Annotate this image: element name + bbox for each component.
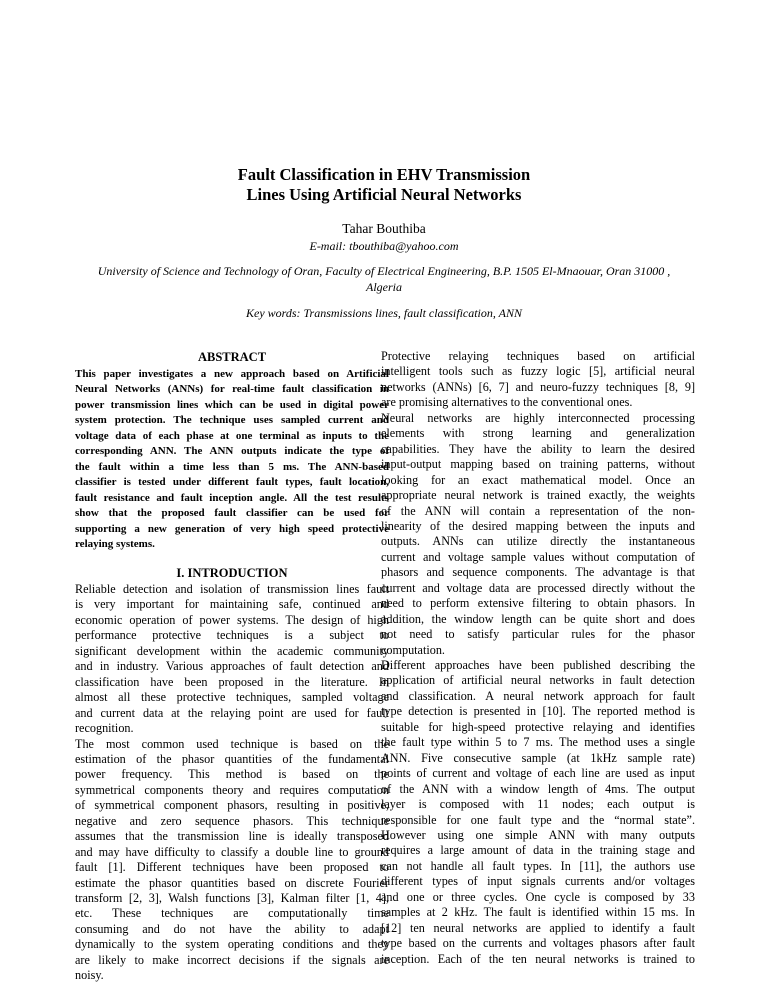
intro-line: power frequency. This method is based on the (75, 767, 389, 782)
body-line: appropriate neural network is trained exactly, the weights (381, 488, 695, 503)
title-line-2: Lines Using Artificial Neural Networks (246, 185, 522, 204)
intro-line: is very important for maintaining safe, continued and (75, 597, 389, 612)
intro-line: significant development within the academic community (75, 643, 389, 658)
intro-line: are likely to make incorrect decisions if the signals are (75, 952, 389, 967)
body-line: addition, the window length can be quite short and does (381, 611, 695, 626)
title-line-1: Fault Classification in EHV Transmission (237, 165, 531, 184)
body-line: current and voltage sample values without computation of (381, 549, 695, 564)
abstract-line: corresponding ANN. The ANN outputs indicate the type of (75, 445, 389, 458)
intro-line: recognition. (75, 721, 134, 736)
author-name: Tahar Bouthiba (342, 221, 426, 236)
intro-line: Reliable detection and isolation of transmission lines fault (75, 582, 389, 596)
body-line: Neural networks are highly interconnected processing (381, 410, 695, 425)
intro-line: and may have difficulty to classify a double line to ground (75, 844, 389, 859)
body-line: the fault type within 5 to 7 ms. The method uses a single (381, 735, 695, 750)
intro-line: economic operation of power systems. The design of high (75, 612, 389, 627)
body-line: not need to satisfy particular rules for the phasor (381, 627, 695, 642)
author-email: E-mail: tbouthiba@yahoo.com (309, 239, 459, 253)
body-line: different types of input signals currents and/or voltages (381, 874, 695, 889)
body-line: outputs. ANNs can utilize directly the instantaneous (381, 534, 695, 549)
body-line: inception. Each of the ten neural networks is trained to (381, 951, 695, 966)
body-line: linearity of the desired mapping between the inputs and (381, 518, 695, 533)
paper-title (0, 165, 768, 205)
intro-line: and in industry. Various approaches of fault detection and (75, 659, 389, 674)
body-line: of the ANN with a window length of 4ms. The output (381, 781, 695, 796)
intro-line: classification have been proposed in the literature. In (75, 674, 389, 689)
intro-line: assumes that the transmission line is ideally transposed (75, 829, 389, 844)
body-line: suitable for high-speed protective relaying and identifies (381, 719, 695, 734)
body-line: of the ANN will contain a representation of the non- (381, 503, 695, 518)
abstract-line: system protection. The technique uses sampled current and (75, 414, 389, 427)
abstract-line: This paper investigates a new approach based on Artificial (75, 368, 389, 380)
intro-line: of symmetrical component phasors, resulting in positive, (75, 798, 389, 813)
introduction-heading: I. INTRODUCTION (176, 566, 288, 580)
abstract-heading: ABSTRACT (197, 350, 267, 364)
intro-line: negative and zero sequence phasors. This technique (75, 813, 389, 828)
abstract-line: voltage data of each phase at one terminal as inputs to the (75, 429, 389, 442)
body-line: input-output mapping based on training patterns, without (381, 457, 695, 472)
intro-line: symmetrical components theory and requires computation (75, 782, 389, 797)
intro-line: noisy. (75, 968, 104, 983)
body-line: can not handle all fault types. In [11], the authors use (381, 858, 695, 873)
body-line: are promising alternatives to the conventional ones. (381, 395, 633, 410)
body-line: [12] ten neural networks are applied to identify a fault (381, 920, 695, 935)
affiliation-line-1: University of Science and Technology of Oran, Faculty of Electrical Engineering, B.P. 1505 El-Mnaouar, Oran 31000 , (97, 264, 671, 278)
abstract-line: relaying systems. (75, 537, 155, 550)
affiliation (0, 263, 768, 295)
body-line: application of artificial neural networks in fault detection (381, 673, 695, 688)
abstract-line: Neural Networks (ANNs) for real-time fault classification in (75, 383, 389, 396)
body-line: responsible for one fault type and the “normal state”. (381, 812, 695, 827)
body-line: points of current and voltage of each line are used as input (381, 766, 695, 781)
body-line: Different approaches have been published describing the (381, 658, 695, 672)
body-line: type based on the currents and voltages phasors after fault (381, 936, 695, 951)
abstract-line: show that the proposed fault classifier can be used for (75, 507, 389, 520)
body-line: looking for an exact mathematical model. Once an (381, 472, 695, 487)
intro-line: The most common used technique is based on the (75, 736, 389, 751)
keywords: Key words: Transmissions lines, fault classification, ANN (245, 306, 523, 320)
body-line: computation. (381, 642, 445, 657)
abstract-line: fault resistance and fault inception angle. All the test results (75, 491, 389, 504)
intro-line: estimation of the phasor quantities of the fundamental (75, 751, 389, 766)
body-line: However using one simple ANN with many outputs (381, 827, 695, 842)
body-line: Protective relaying techniques based on artificial (381, 349, 695, 363)
body-line: and classification. A neural network approach for fault (381, 688, 695, 703)
body-line: current and voltage data are processed directly without the (381, 580, 695, 595)
abstract-line: the fault within a time less than 5 ms. The ANN-based (75, 460, 389, 473)
body-line: and one or three cycles. One cycle is composed by 33 (381, 889, 695, 904)
intro-line: estimate the phasor quantities based on discrete Fourier (75, 875, 389, 890)
body-line: requires a large amount of data in the training stage and (381, 843, 695, 858)
body-line: layer is composed with 11 nodes; each output is (381, 797, 695, 812)
abstract-line: power transmission lines which can be used in digital power (75, 398, 389, 411)
abstract-line: supporting a new generation of very high speed protective (75, 522, 389, 535)
body-line: intelligent tools such as fuzzy logic [5], artificial neural (381, 364, 695, 379)
body-line: samples at 2 kHz. The fault is identified within 15 ms. In (381, 905, 695, 920)
body-line: capabilities. They have the ability to learn the desired (381, 441, 695, 456)
intro-line: transform [2, 3], Walsh functions [3], Kalman filter [1, 4], (75, 891, 389, 905)
intro-line: fault [1]. Different techniques have been proposed to (75, 860, 389, 875)
intro-line: dynamically to the system operating conditions and they (75, 937, 389, 952)
body-line: ANN. Five consecutive sample (at 1kHz sample rate) (381, 750, 695, 765)
body-line: phasors and sequence components. The advantage is that (381, 565, 695, 580)
body-line: need to perform extensive filtering to obtain phasors. In (381, 596, 695, 611)
body-line: networks (ANNs) [6, 7] and neuro-fuzzy techniques [8, 9] (381, 379, 695, 394)
affiliation-line-2: Algeria (366, 280, 402, 294)
body-line: elements with strong learning and generalization (381, 426, 695, 441)
intro-line: almost all these protective techniques, sampled voltage (75, 690, 389, 705)
intro-line: and current data at the relaying point are used for fault (75, 705, 389, 720)
abstract-line: classifier is tested under different fault types, fault location, (75, 476, 389, 489)
intro-line: consuming and do not have the ability to adapt (75, 921, 389, 936)
intro-line: etc. These techniques are computationally time (75, 906, 389, 921)
intro-line: performance protective techniques is a subject to (75, 628, 389, 643)
body-line: type detection is presented in [10]. The reported method is (381, 704, 695, 719)
